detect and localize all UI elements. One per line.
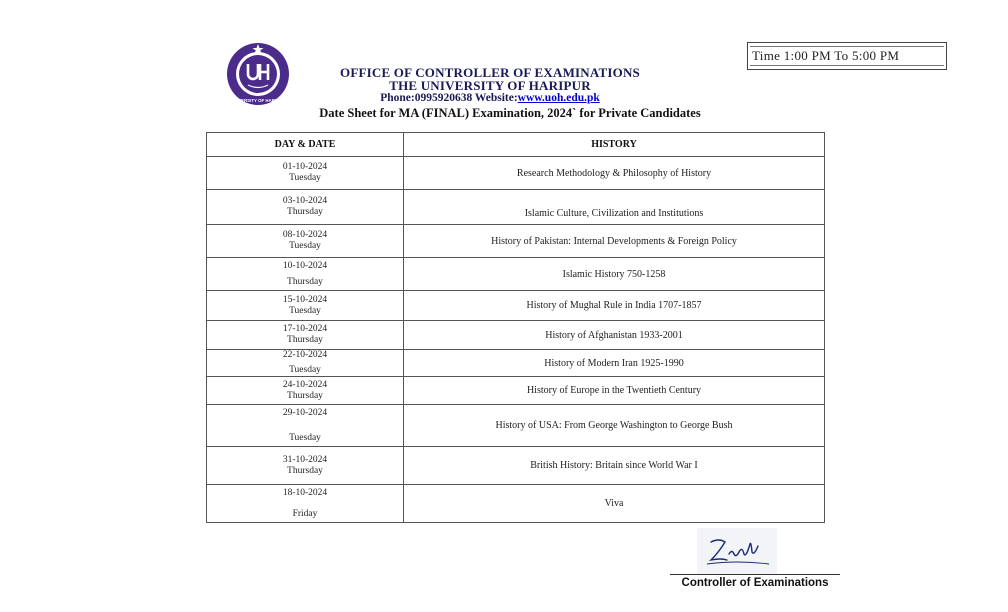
subject-cell: History of Mughal Rule in India 1707-1857: [404, 291, 825, 321]
exam-day: Tuesday: [289, 365, 321, 375]
table-row: [207, 447, 825, 485]
exam-day: Tuesday: [289, 173, 321, 183]
table-row: [207, 291, 825, 321]
office-title: OFFICE OF CONTROLLER OF EXAMINATIONS: [340, 65, 640, 80]
contact-line: [300, 92, 680, 105]
subject-cell: British History: Britain since World War I: [404, 447, 825, 485]
signature-line: [670, 574, 840, 575]
exam-day: Tuesday: [289, 305, 321, 316]
exam-day: Thursday: [287, 465, 323, 476]
table-header-row: [207, 133, 825, 157]
phone-text: Phone:0995920638 Website:: [380, 92, 518, 104]
date-sheet-title: Date Sheet for MA (FINAL) Examination, 2024` for Private Candidates: [319, 106, 701, 120]
day-date-cell: [207, 190, 404, 225]
subject-cell: Islamic Culture, Civilization and Institutions: [404, 190, 825, 225]
day-date-cell: [207, 405, 404, 447]
table-row: [207, 190, 825, 225]
subject-cell: History of Europe in the Twentieth Century: [404, 377, 825, 405]
svg-text:UNIVERSITY OF HARIPUR: UNIVERSITY OF HARIPUR: [230, 98, 286, 103]
table-row: [207, 157, 825, 190]
signature-image: [697, 528, 777, 574]
day-date-cell: [207, 291, 404, 321]
exam-date: 01-10-2024: [282, 162, 328, 172]
exam-date: 17-10-2024: [282, 324, 328, 334]
day-date-cell: [207, 485, 404, 523]
exam-day: Thursday: [287, 276, 323, 287]
exam-time-text: Time 1:00 PM To 5:00 PM: [752, 48, 900, 63]
day-date-cell: [207, 447, 404, 485]
subject-cell: History of Pakistan: Internal Developments & Foreign Policy: [404, 225, 825, 258]
exam-day: Tuesday: [289, 432, 321, 443]
exam-time-box: [747, 42, 947, 70]
exam-day: Thursday: [287, 207, 323, 217]
exam-day: Thursday: [287, 390, 323, 401]
exam-date: 08-10-2024: [282, 230, 328, 240]
table-row: [207, 225, 825, 258]
exam-date: 31-10-2024: [282, 454, 328, 465]
subject-cell: History of Modern Iran 1925-1990: [404, 350, 825, 377]
exam-day: Tuesday: [289, 241, 321, 251]
column-header-day-date: DAY & DATE: [207, 133, 404, 157]
table-row: [207, 321, 825, 350]
table-row: [207, 405, 825, 447]
day-date-cell: [207, 377, 404, 405]
website-link[interactable]: www.uoh.edu.pk: [517, 92, 600, 104]
university-logo: [226, 42, 290, 106]
exam-date: 10-10-2024: [282, 260, 328, 271]
subject-cell: History of USA: From George Washington to George Bush: [404, 405, 825, 447]
university-name: THE UNIVERSITY OF HARIPUR: [389, 78, 591, 93]
table-row: [207, 377, 825, 405]
exam-date: 22-10-2024: [282, 350, 328, 360]
exam-date: 29-10-2024: [282, 407, 328, 418]
table-row: [207, 485, 825, 523]
date-sheet-table: [206, 132, 825, 523]
exam-date: 03-10-2024: [282, 196, 328, 206]
exam-date: 18-10-2024: [282, 487, 328, 498]
table-row: [207, 258, 825, 291]
table-row: [207, 350, 825, 377]
subject-cell: Islamic History 750-1258: [404, 258, 825, 291]
subject-cell: History of Afghanistan 1933-2001: [404, 321, 825, 350]
column-header-history: HISTORY: [404, 133, 825, 157]
document-header: [300, 66, 680, 105]
day-date-cell: [207, 157, 404, 190]
day-date-cell: [207, 321, 404, 350]
subject-cell: Viva: [404, 485, 825, 523]
day-date-cell: [207, 225, 404, 258]
exam-date: 24-10-2024: [282, 379, 328, 390]
day-date-cell: [207, 350, 404, 377]
exam-day: Friday: [292, 508, 318, 519]
exam-day: Thursday: [287, 335, 323, 345]
exam-date: 15-10-2024: [282, 294, 328, 305]
signature-label: Controller of Examinations: [681, 577, 829, 589]
day-date-cell: [207, 258, 404, 291]
subject-cell: Research Methodology & Philosophy of History: [404, 157, 825, 190]
